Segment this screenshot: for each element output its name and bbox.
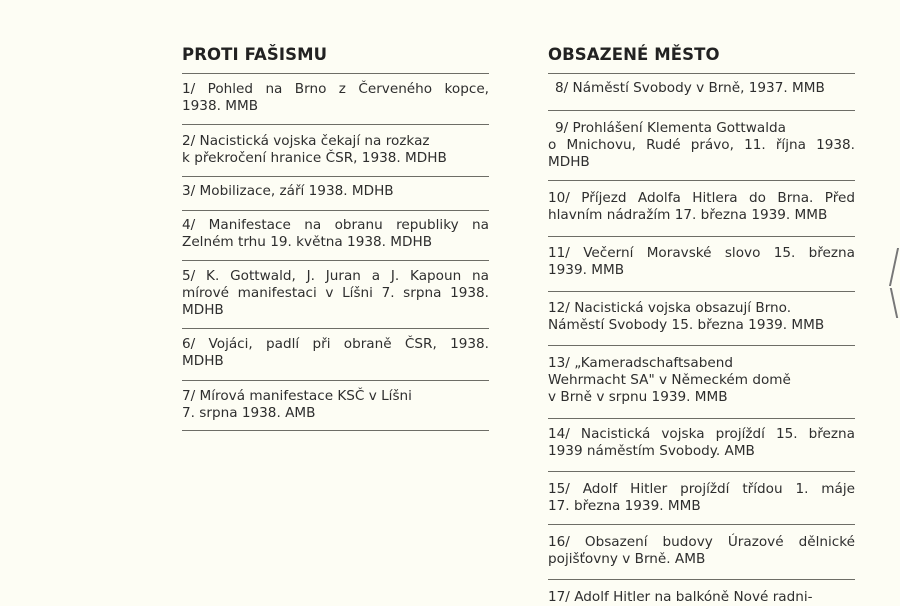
divider xyxy=(548,524,855,525)
divider xyxy=(548,471,855,472)
caption-7: 7/ Mírová manifestace KSČ v Líšni 7. srpna 1938. AMB xyxy=(182,388,412,421)
divider xyxy=(548,180,855,181)
caption-16: 16/ Obsazení budovy Úrazové dělnické pojišťovny v Brně. AMB xyxy=(548,534,855,567)
section-heading-obsazene-mesto: OBSAZENÉ MĚSTO xyxy=(548,44,720,64)
divider xyxy=(182,73,489,74)
divider xyxy=(548,73,855,74)
caption-11: 11/ Večerní Moravské slovo 15. března 1939. MMB xyxy=(548,245,855,278)
page-edge-mark xyxy=(890,288,898,318)
page-edge-mark xyxy=(889,248,899,286)
divider xyxy=(182,328,489,329)
caption-10: 10/ Příjezd Adolfa Hitlera do Brna. Před hlavním nádražím 17. března 1939. MMB xyxy=(548,190,855,223)
divider xyxy=(182,176,489,177)
divider xyxy=(548,418,855,419)
caption-14: 14/ Nacistická vojska projíždí 15. března 1939 náměstím Svobody. AMB xyxy=(548,426,855,459)
divider xyxy=(182,260,489,261)
divider xyxy=(548,345,855,346)
divider xyxy=(548,236,855,237)
caption-4: 4/ Manifestace na obranu republiky na Zelném trhu 19. května 1938. MDHB xyxy=(182,217,489,250)
divider xyxy=(182,380,489,381)
divider xyxy=(182,124,489,125)
caption-6: 6/ Vojáci, padlí při obraně ČSR, 1938. MDHB xyxy=(182,336,489,369)
section-heading-proti-fasismu: PROTI FAŠISMU xyxy=(182,44,328,64)
divider xyxy=(548,110,855,111)
divider xyxy=(182,430,489,431)
caption-5: 5/ K. Gottwald, J. Juran a J. Kapoun na mírové manifestaci v Líšni 7. srpna 1938. MDHB xyxy=(182,268,489,318)
caption-9: 9/ Prohlášení Klementa Gottwalda o Mnichovu, Rudé právo, 11. října 1938. MDHB xyxy=(548,120,855,170)
caption-17-partial: 17/ Adolf Hitler na balkóně Nové radni- xyxy=(548,589,813,605)
caption-2: 2/ Nacistická vojska čekají na rozkaz k překročení hranice ČSR, 1938. MDHB xyxy=(182,133,447,166)
divider xyxy=(182,210,489,211)
caption-8: 8/ Náměstí Svobody v Brně, 1937. MMB xyxy=(555,80,825,96)
divider xyxy=(548,291,855,292)
caption-15: 15/ Adolf Hitler projíždí třídou 1. máje 17. března 1939. MMB xyxy=(548,481,855,514)
caption-13: 13/ „Kameradschaftsabend Wehrmacht SA" v Německém domě v Brně v srpnu 1939. MMB xyxy=(548,355,791,405)
divider xyxy=(548,579,855,580)
caption-12: 12/ Nacistická vojska obsazují Brno. Náměstí Svobody 15. března 1939. MMB xyxy=(548,300,825,333)
caption-1: 1/ Pohled na Brno z Červeného kopce, 1938. MMB xyxy=(182,81,489,114)
caption-3: 3/ Mobilizace, září 1938. MDHB xyxy=(182,183,394,199)
